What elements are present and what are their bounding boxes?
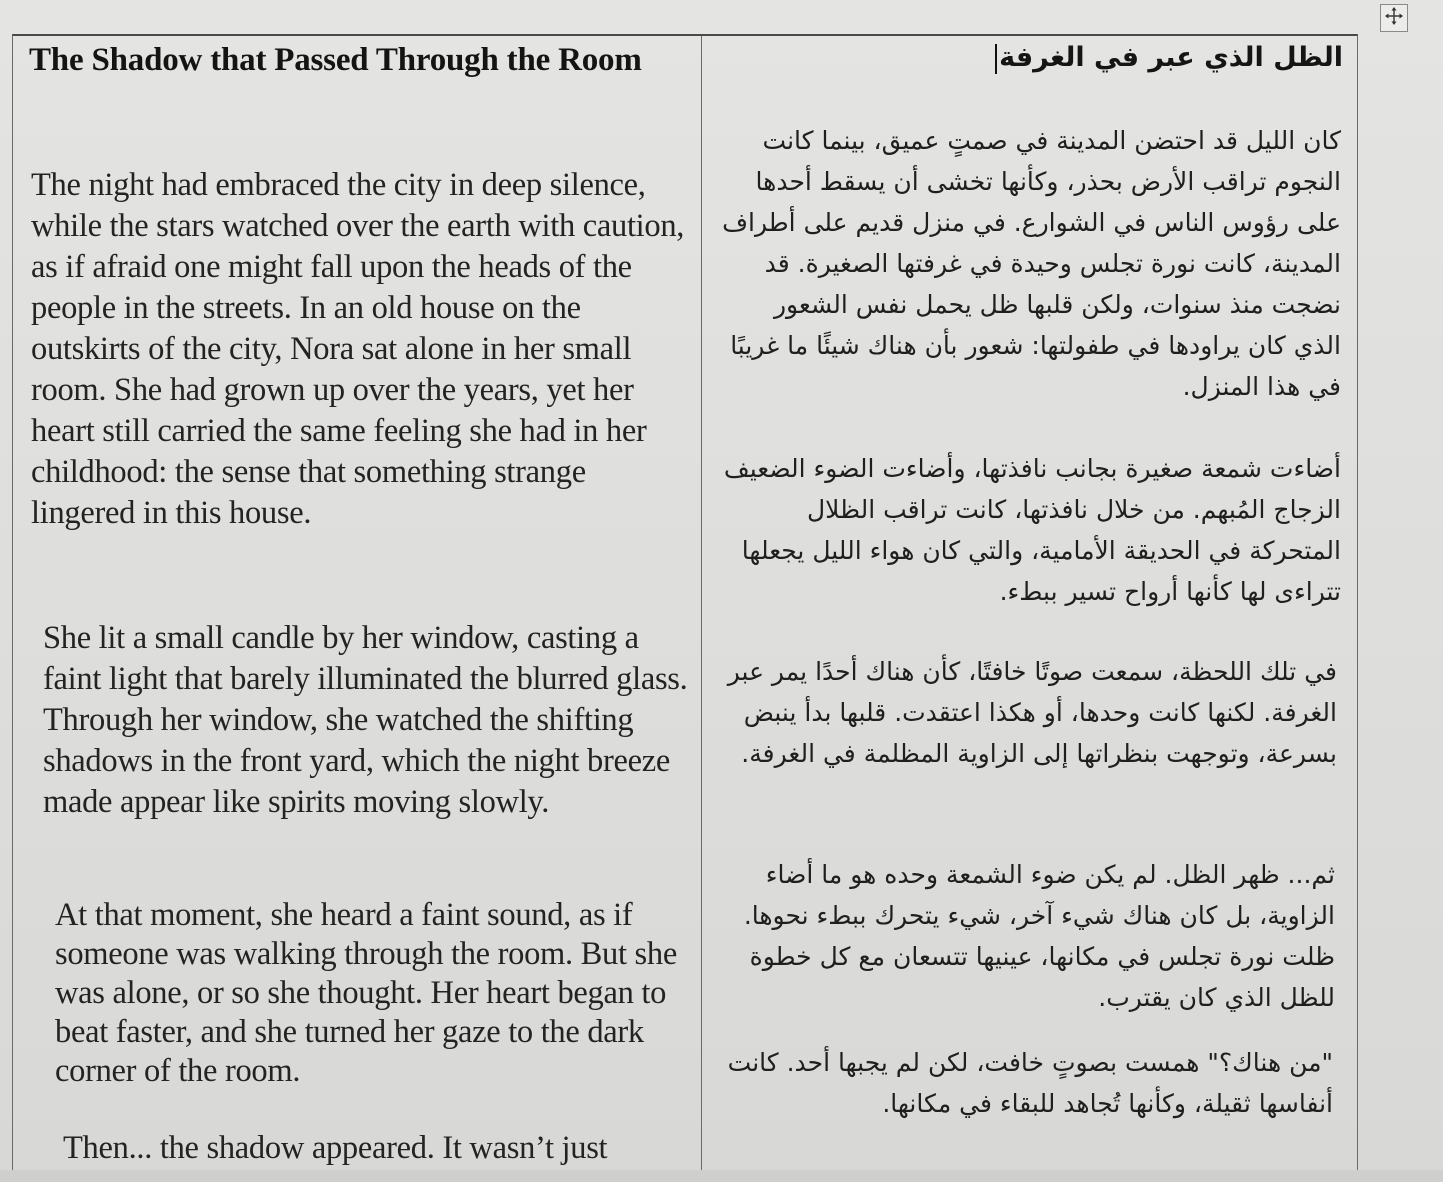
arabic-title-wrap [995,38,1343,78]
table-move-handle[interactable] [1380,4,1408,32]
english-title: The Shadow that Passed Through the Room [29,42,642,78]
arabic-title: الظل الذي عبر في الغرفة [999,42,1343,73]
english-paragraph-1: The night had embraced the city in deep silence, while the stars watched over the earth with caution, as if afraid one might fall upon the heads of the people in the streets. In an old house on the outskirts of the city, Nora sat alone in her small room. She had grown up over the years, yet her heart still carried the same feeling she had in her childhood: the sense that something strange lingered in this house. [31,167,685,531]
arabic-paragraph-3: في تلك اللحظة، سمعت صوتًا خافتًا، كأن هناك أحدًا يمر عبر الغرفة. لكنها كانت وحدها، أو هكذا اعتقدت. قلبها بدأ ينبض بسرعة، وتوجهت بنظراتها إلى الزاوية المظلمة في الغرفة. [727,657,1337,768]
english-cell[interactable] [13,36,702,1170]
arabic-paragraph-1: كان الليل قد احتضن المدينة في صمتٍ عميق، بينما كانت النجوم تراقب الأرض بحذر، وكأنها تخشى أن يسقط أحدها على رؤوس الناس في الشوارع. في منزل قديم على أطراف المدينة، كانت نورة تجلس وحيدة في غرفتها الصغيرة. قد نضجت منذ سنوات، ولكن قلبها ظل يحمل نفس الشعور الذي كان يراودها في طفولتها: شعور بأن هناك شيئًا ما غريبًا في هذا المنزل. [722,126,1341,401]
english-paragraph-3: At that moment, she heard a faint sound, as if someone was walking through the room. But she was alone, or so she thought. Her heart began to beat faster, and she turned her gaze to the dark corner of the room. [55,897,677,1089]
move-arrows-icon [1384,6,1404,31]
english-paragraph-4: Then... the shadow appeared. It wasn’t just [63,1130,608,1166]
arabic-paragraph-2: أضاءت شمعة صغيرة بجانب نافذتها، وأضاءت الضوء الضعيف الزجاج المُبهم. من خلال نافذتها، كانت تراقب الظلال المتحركة في الحديقة الأمامية، والتي كان هواء الليل يجعلها تتراءى لها كأنها أرواح تسير ببطء. [723,454,1341,606]
arabic-paragraph-4: ثم... ظهر الظل. لم يكن ضوء الشمعة وحده هو ما أضاء الزاوية، بل كان هناك شيء آخر، شيء يتحرك ببطء نحوها. ظلت نورة تجلس في مكانها، عينيها تتسعان مع كل خطوة للظل الذي كان يقترب. [743,860,1335,1012]
bilingual-table [12,34,1358,1170]
arabic-paragraph-5: "من هناك؟" همست بصوتٍ خافت، لكن لم يجبها أحد. كانت أنفاسها ثقيلة، وكأنها تُجاهد للبقاء في مكانها. [727,1048,1333,1118]
arabic-cell[interactable] [702,36,1357,1170]
page-bottom-edge [0,1170,1443,1182]
text-cursor [995,44,997,74]
english-paragraph-2: She lit a small candle by her window, casting a faint light that barely illuminated the blurred glass. Through her window, she watched the shifting shadows in the front yard, which the night breeze made appear like spirits moving slowly. [43,620,688,820]
